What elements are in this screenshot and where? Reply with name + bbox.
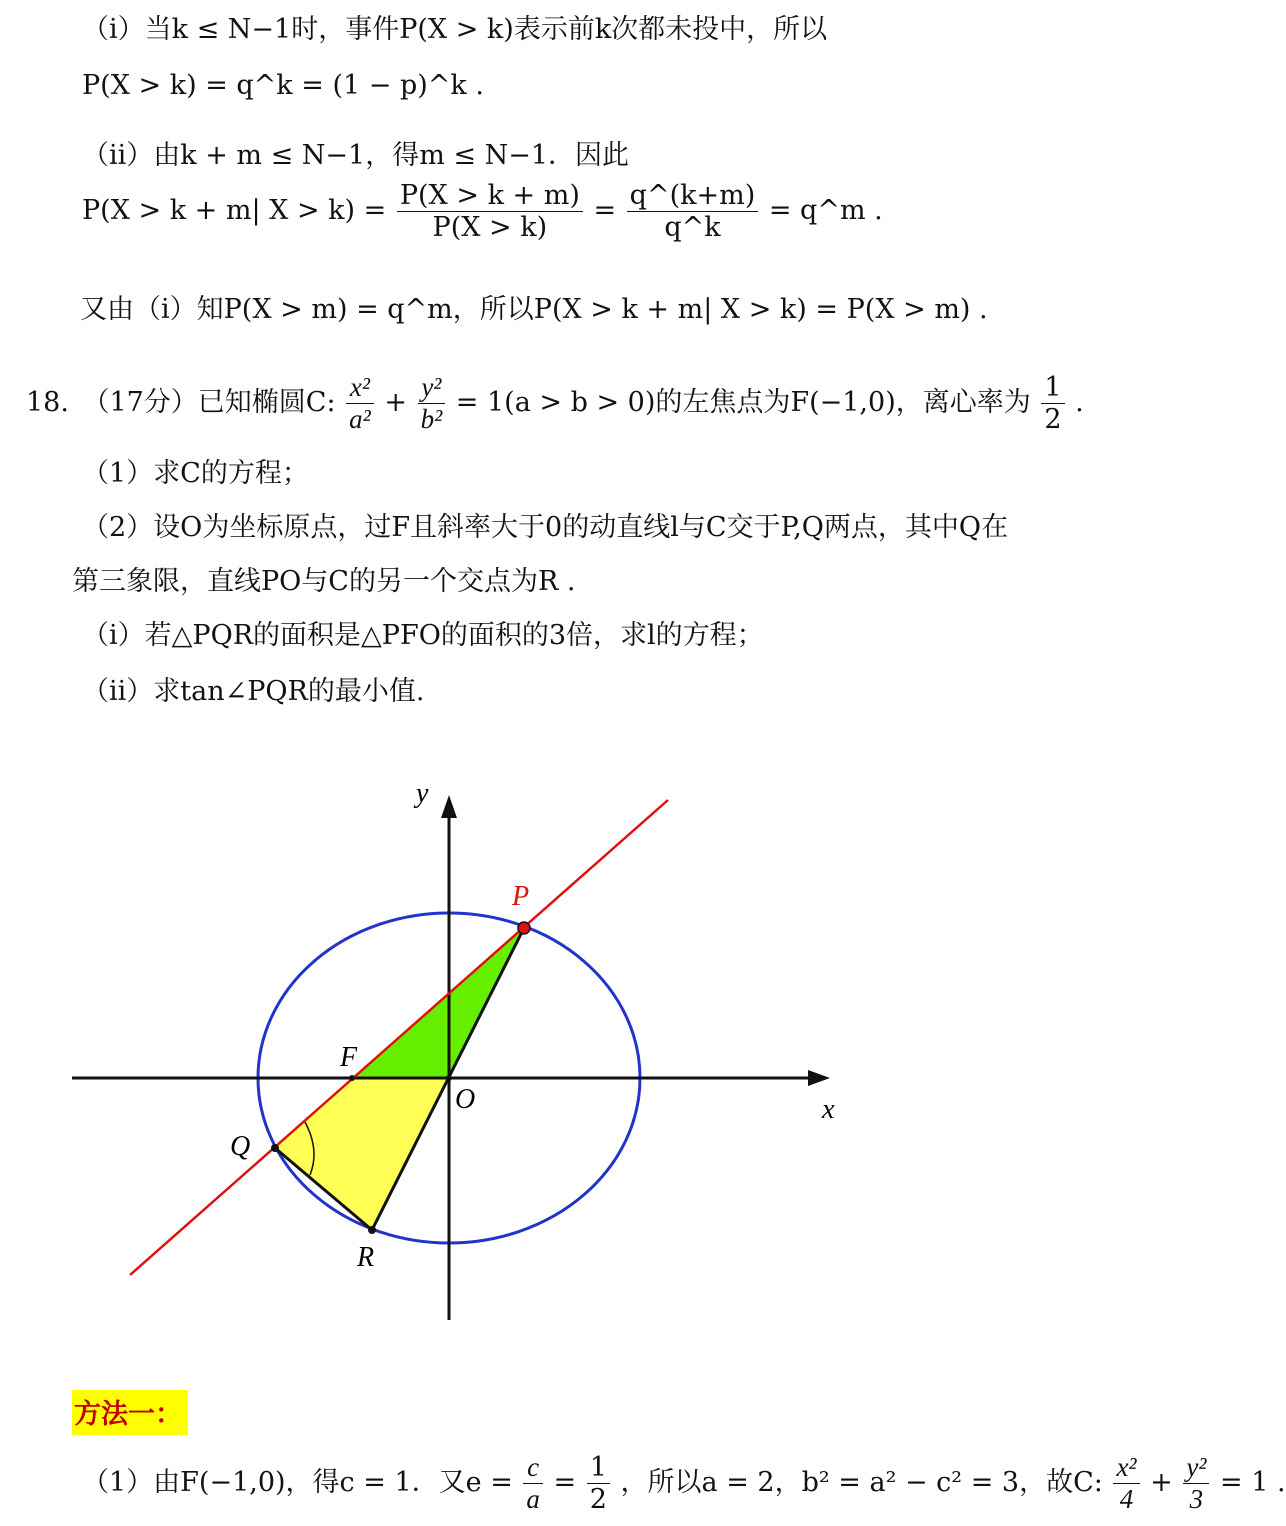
sol-frac-ca-num: c [523, 1452, 543, 1484]
label-r: R [357, 1242, 375, 1273]
yellow-triangle-pqr [275, 1078, 449, 1230]
sol-frac-x4-den: 4 [1119, 1484, 1134, 1515]
sol-frac-ca [523, 1452, 543, 1515]
part-2-question-line1: （2）设O为坐标原点，过F且斜率大于0的动直线l与C交于P,Q两点，其中Q在 [82, 512, 1009, 543]
label-o: O [455, 1084, 476, 1115]
solution-part-1 [82, 1452, 1286, 1515]
sol-end: = 1 . [1220, 1467, 1286, 1499]
cond-fraction-num: P(X > k + m) [397, 180, 583, 212]
label-p: P [512, 881, 530, 912]
label-q: Q [230, 1131, 251, 1162]
sol-prefix: （1）由F(−1,0)，得c = 1．又e = [82, 1467, 513, 1499]
sol-frac-half-num: 1 [587, 1452, 610, 1484]
q18-plus: + [384, 387, 407, 419]
sol-frac-ca-den: a [526, 1484, 540, 1515]
part-i-formula: P(X > k) = q^k = (1 − p)^k . [82, 70, 484, 101]
q18-frac-half-num: 1 [1041, 372, 1064, 404]
cond-equals: = [593, 195, 617, 227]
part-1-question: （1）求C的方程； [82, 458, 309, 489]
conclusion-text: 又由（i）知P(X > m) = q^m，所以P(X > k + m| X > k) = P(X > m) . [80, 294, 988, 325]
method-one-heading: 方法一： [72, 1390, 188, 1435]
sol-frac-y3-den: 3 [1189, 1484, 1204, 1515]
q18-frac-x-den: a² [349, 404, 371, 435]
q18-end: . [1075, 387, 1084, 419]
part-i-text: （i）当k ≤ N−1时，事件P(X > k)表示前k次都未投中，所以 [82, 14, 828, 45]
y-axis-arrow-icon [441, 795, 457, 818]
q18-prefix: 18. （17分）已知椭圆C: [26, 387, 336, 419]
cond-fraction-den: P(X > k) [432, 212, 548, 244]
q18-frac-half-den: 2 [1044, 404, 1062, 436]
part-2i-question: （i）若△PQR的面积是△PFO的面积的3倍，求l的方程； [82, 620, 764, 651]
cond-result: = q^m . [768, 195, 883, 227]
q-fraction-num: q^(k+m) [627, 180, 759, 212]
point-f [349, 1075, 355, 1081]
q-fraction-den: q^k [664, 212, 721, 244]
point-q [271, 1144, 279, 1152]
sol-frac-x4-num: x² [1113, 1452, 1139, 1484]
part-2-question-line2: 第三象限，直线PO与C的另一个交点为R . [72, 566, 576, 597]
cond-lhs: P(X > k + m| X > k) = [82, 195, 387, 227]
sol-frac-x4 [1113, 1452, 1139, 1515]
label-x: x [822, 1094, 835, 1125]
sol-plus: + [1150, 1467, 1173, 1499]
q18-frac-y-den: b² [420, 404, 443, 435]
sol-frac-y3 [1183, 1452, 1209, 1515]
sol-frac-half [587, 1452, 610, 1515]
sol-frac-half-den: 2 [589, 1484, 607, 1516]
point-r [368, 1226, 376, 1234]
sol-equals: = [553, 1467, 577, 1499]
label-y: y [416, 778, 429, 809]
part-2ii-question: （ii）求tan∠PQR的最小值. [82, 676, 425, 707]
line-l [130, 800, 668, 1275]
sol-middle: ，所以a = 2，b² = a² − c² = 3，故C: [620, 1467, 1103, 1499]
sol-frac-y3-num: y² [1183, 1452, 1209, 1484]
part-ii-text: （ii）由k + m ≤ N−1，得m ≤ N−1．因此 [82, 140, 630, 171]
label-f: F [340, 1042, 358, 1073]
q18-frac-y-num: y² [418, 372, 446, 404]
x-axis-arrow-icon [808, 1070, 830, 1086]
point-p [518, 922, 530, 934]
q18-middle: = 1(a > b > 0)的左焦点为F(−1,0)，离心率为 [455, 387, 1031, 419]
q18-frac-x-num: x² [346, 372, 374, 404]
point-o [446, 1075, 452, 1081]
